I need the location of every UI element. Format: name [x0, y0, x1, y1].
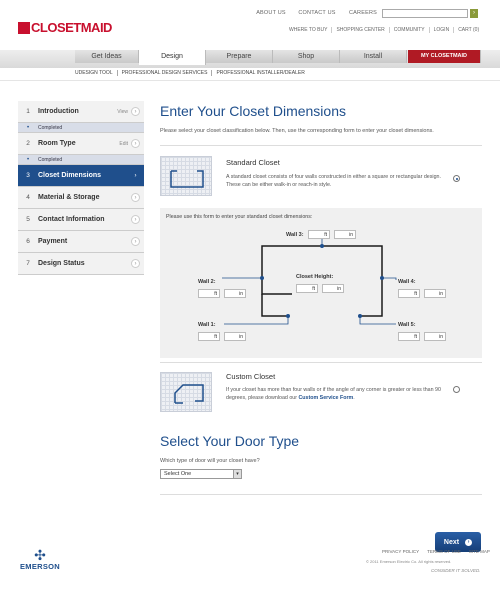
wall5-in-input[interactable]: in — [424, 332, 446, 341]
step-number: 1 — [26, 108, 30, 115]
step-number: 4 — [26, 194, 30, 201]
step-label: Design Status — [38, 260, 85, 267]
chevron-down-icon[interactable]: ▾ — [233, 470, 241, 478]
community-link[interactable]: COMMUNITY — [389, 27, 429, 33]
closet-outline-icon — [161, 373, 213, 413]
chevron-right-icon[interactable]: › — [131, 171, 140, 180]
step-number: 6 — [26, 238, 30, 245]
copyright: © 2011 Emerson Electric Co. All rights reserved. — [366, 559, 452, 564]
custom-closet-desc — [226, 386, 446, 402]
chevron-right-icon[interactable]: › — [131, 193, 140, 202]
standard-closet-option[interactable] — [160, 156, 482, 202]
custom-desc-text: If your closet has more than four walls or if the angle of any corner is greater or less than 90 degrees, please download our — [226, 387, 441, 401]
chevron-right-icon[interactable]: › — [131, 237, 140, 246]
installer-dealer-link[interactable]: PROFESSIONAL INSTALLER/DEALER — [211, 70, 308, 76]
wall1-label: Wall 1: — [198, 322, 216, 328]
emerson-wordmark: EMERSON — [20, 562, 61, 571]
tab-install[interactable]: Install — [340, 50, 407, 63]
view-link[interactable]: View — [117, 108, 128, 115]
chevron-right-icon[interactable]: › — [131, 215, 140, 224]
step-number: 7 — [26, 260, 30, 267]
design-services-link[interactable]: PROFESSIONAL DESIGN SERVICES — [117, 70, 212, 76]
edit-link[interactable]: Edit — [119, 140, 128, 147]
wall5-label: Wall 5: — [398, 322, 416, 328]
where-to-buy-link[interactable]: WHERE TO BUY — [289, 27, 328, 33]
cart-link[interactable]: CART (0) — [453, 27, 483, 33]
wall4-ft-input[interactable]: ft — [398, 289, 420, 298]
height-in-input[interactable]: in — [322, 284, 344, 293]
top-links — [248, 10, 386, 16]
about-us-link[interactable]: ABOUT US — [256, 10, 286, 16]
divider — [160, 145, 482, 146]
custom-closet-title: Custom Closet — [226, 372, 276, 381]
bullet-icon: • — [26, 124, 30, 131]
step-room-type[interactable] — [18, 133, 144, 155]
height-ft-input[interactable]: ft — [296, 284, 318, 293]
logo-text: CLOSETMAID — [31, 20, 112, 35]
divider — [0, 80, 500, 81]
wall3-in-input[interactable]: in — [334, 230, 356, 239]
search-go-button[interactable]: › — [470, 9, 478, 18]
wall2-ft-input[interactable]: ft — [198, 289, 220, 298]
tagline: CONSIDER IT SOLVED. — [431, 568, 481, 573]
emerson-logo[interactable] — [20, 548, 60, 571]
standard-closet-radio[interactable] — [453, 175, 460, 182]
step-number: 2 — [26, 140, 30, 147]
bullet-icon: • — [26, 156, 30, 163]
wall1-ft-input[interactable]: ft — [198, 332, 220, 341]
standard-closet-thumbnail — [160, 156, 212, 196]
tab-design[interactable]: Design — [139, 50, 206, 65]
step-material-storage[interactable] — [18, 187, 144, 209]
careers-link[interactable]: CAREERS — [349, 10, 377, 16]
step-closet-dimensions[interactable] — [18, 165, 144, 187]
tab-shop[interactable]: Shop — [273, 50, 340, 63]
completed-text: Completed — [38, 124, 63, 131]
search-input[interactable] — [382, 9, 468, 18]
form-hint: Please use this form to enter your standard closet dimensions: — [166, 214, 313, 220]
wall5-ft-input[interactable]: ft — [398, 332, 420, 341]
standard-closet-title: Standard Closet — [226, 158, 280, 167]
step-number: 3 — [26, 172, 30, 179]
step-label: Payment — [38, 238, 68, 245]
wall4-label: Wall 4: — [398, 279, 416, 285]
emerson-mark-icon: ✣ — [34, 547, 46, 563]
login-link[interactable]: LOGIN — [429, 27, 454, 33]
utility-links — [285, 27, 483, 33]
footer-links — [382, 549, 490, 554]
step-payment[interactable] — [18, 231, 144, 253]
select-value: Select One — [164, 471, 192, 477]
divider — [160, 362, 482, 363]
step-introduction[interactable] — [18, 101, 144, 123]
wall2-label: Wall 2: — [198, 279, 216, 285]
standard-closet-desc: A standard closet consists of four walls constructed in either a square or rectangular design. These can be either walk-in or reach-in style. — [226, 174, 441, 188]
step-completed-badge — [18, 155, 144, 165]
wall1-in-input[interactable]: in — [224, 332, 246, 341]
terms-of-use-link[interactable]: TERMS OF USE — [427, 549, 461, 554]
door-type-question: Which type of door will your closet have? — [160, 458, 260, 464]
closetmaid-logo[interactable] — [18, 20, 112, 35]
custom-closet-option[interactable] — [160, 370, 482, 414]
step-design-status[interactable] — [18, 253, 144, 275]
site-map-link[interactable]: SITE MAP — [468, 549, 490, 554]
chevron-right-icon[interactable]: › — [131, 259, 140, 268]
custom-desc-end: . — [353, 395, 355, 401]
chevron-right-icon[interactable]: › — [131, 139, 140, 148]
page-instructions: Please select your closet classification below. Then, use the corresponding form to enter your closet dimensions. — [160, 128, 434, 134]
step-label: Room Type — [38, 140, 76, 147]
page-title: Enter Your Closet Dimensions — [160, 103, 346, 119]
chevron-right-icon: › — [465, 539, 472, 546]
door-type-title: Select Your Door Type — [160, 433, 300, 449]
custom-closet-radio[interactable] — [453, 386, 460, 393]
closet-height-label: Closet Height: — [296, 274, 334, 280]
chevron-right-icon[interactable]: › — [131, 107, 140, 116]
step-label: Closet Dimensions — [38, 172, 102, 179]
custom-service-form-link[interactable]: Custom Service Form — [298, 395, 354, 401]
custom-closet-thumbnail — [160, 372, 212, 412]
shopping-center-link[interactable]: SHOPPING CENTER — [331, 27, 388, 33]
wall3-label: Wall 3: — [286, 232, 304, 238]
dimensions-form — [160, 208, 482, 358]
wall3-ft-input[interactable]: ft — [308, 230, 330, 239]
tab-prepare[interactable]: Prepare — [206, 50, 273, 63]
logo-mark — [18, 22, 30, 34]
design-subnav — [75, 70, 309, 76]
divider — [160, 494, 482, 495]
privacy-policy-link[interactable]: PRIVACY POLICY — [382, 549, 420, 554]
progress-sidebar — [18, 101, 144, 275]
wall4-in-input[interactable]: in — [424, 289, 446, 298]
tab-get-ideas[interactable]: Get Ideas — [75, 50, 139, 63]
step-contact-information[interactable] — [18, 209, 144, 231]
step-completed-badge — [18, 123, 144, 133]
completed-text: Completed — [38, 156, 63, 163]
contact-us-link[interactable]: CONTACT US — [298, 10, 336, 16]
my-closetmaid-button[interactable]: MY CLOSETMAID — [408, 50, 481, 63]
udesign-tool-link[interactable]: UDESIGN TOOL — [75, 70, 113, 76]
door-type-select[interactable] — [160, 469, 242, 479]
step-label: Material & Storage — [38, 194, 100, 201]
step-label: Introduction — [38, 108, 79, 115]
closet-outline-icon — [161, 157, 213, 197]
wall2-in-input[interactable]: in — [224, 289, 246, 298]
step-number: 5 — [26, 216, 30, 223]
next-label: Next — [443, 538, 460, 546]
step-label: Contact Information — [38, 216, 105, 223]
